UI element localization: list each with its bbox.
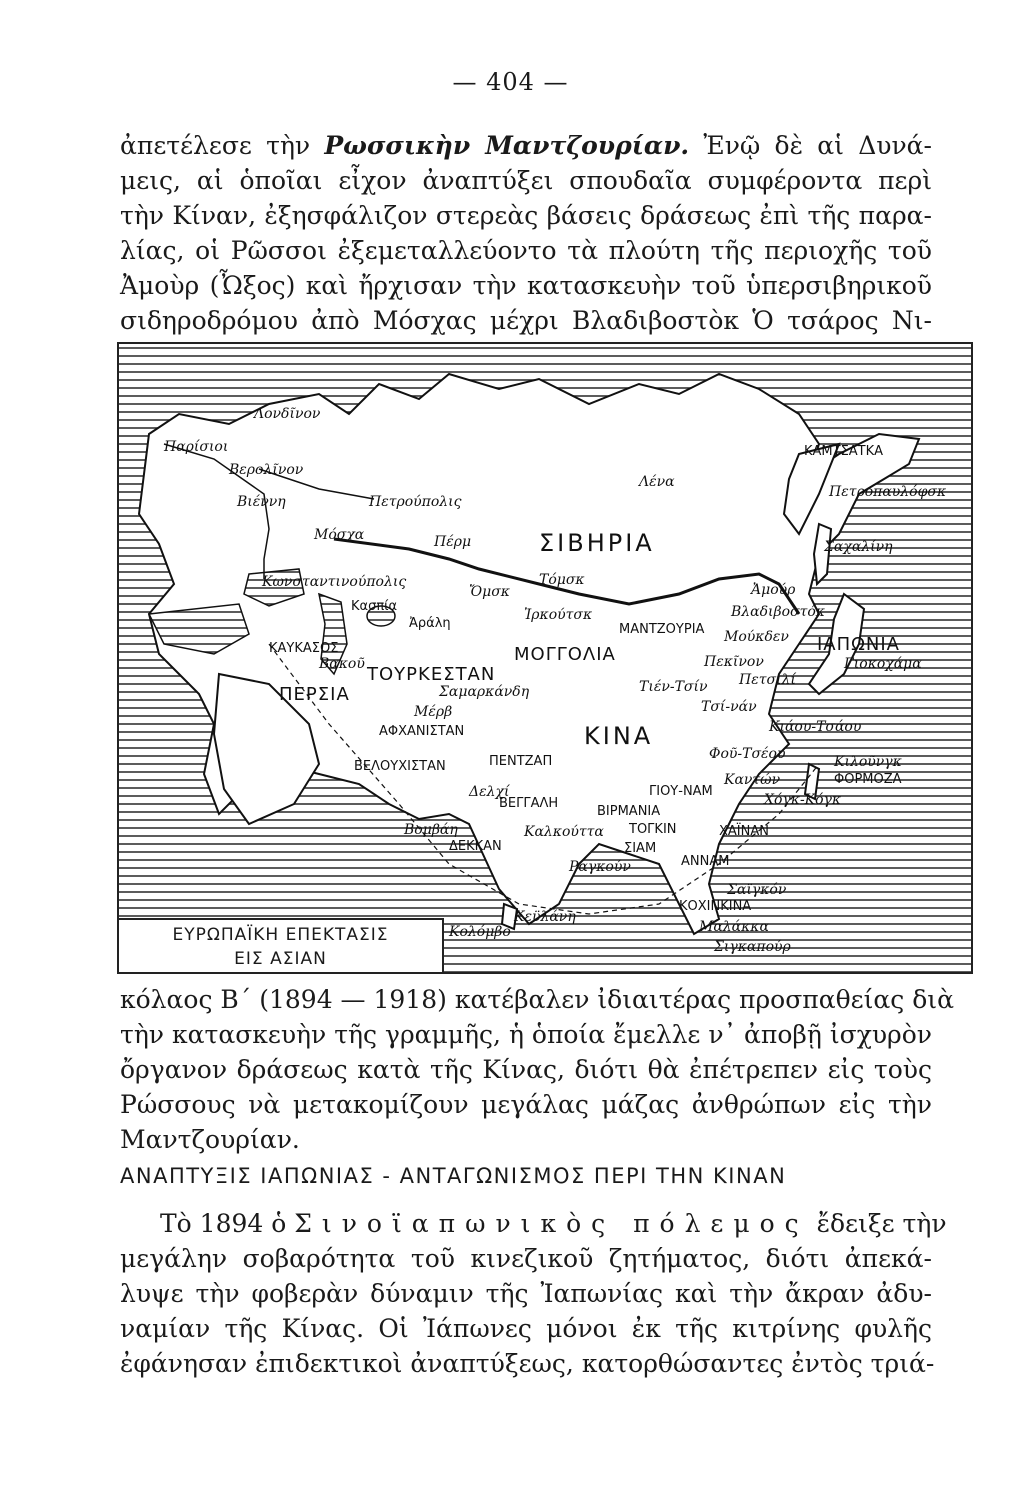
label-yokohama: Γιοκοχάμα	[844, 656, 922, 672]
label-burma: ΒΙΡΜΑΝΙΑ	[597, 804, 661, 819]
label-samarkand: Σαμαρκάνδη	[439, 684, 530, 700]
label-manchuria: ΜΑΝΤΖΟΥΡΙΑ	[619, 622, 705, 637]
label-ceylon: Κεϋλάνη	[514, 909, 576, 925]
label-kaspia: Κασπία	[351, 599, 398, 614]
label-perm: Πέρμ	[434, 534, 472, 550]
text-line	[120, 1206, 947, 1241]
label-vienna: Βιέννη	[237, 494, 286, 510]
label-kamchatka: ΚΑΜΤΣΑΤΚΑ	[804, 444, 884, 459]
label-paris: Παρίσιοι	[164, 439, 229, 455]
text-span: Τὸ 1894 ὁ	[160, 1209, 295, 1238]
text-line: ἐφάνησαν ἐπιδεκτικοὶ ἀναπτύξεως, κατορθώσαντες ἐντὸς τριά-	[120, 1349, 935, 1378]
label-delhi: Δελχί	[469, 784, 510, 800]
label-cochinchina: ΚΟΧΙΝΚΙΝΑ	[679, 899, 752, 914]
label-china: ΚΙΝΑ	[584, 722, 654, 750]
label-mukden: Μούκδεν	[724, 629, 789, 645]
label-rangoon: Ραγκούν	[569, 859, 631, 875]
label-petropavlovsk: Πετροπαυλόφσκ	[829, 484, 947, 500]
label-afghanistan: ΑΦΧΑΝΙΣΤΑΝ	[379, 724, 465, 739]
text-line: τὴν κατασκευὴν τῆς γραμμῆς, ἡ ὁποία ἔμελλε ν᾿ ἀποβῇ ἰσχυρὸν	[120, 1020, 932, 1049]
label-tientsin: Τιέν-Τσίν	[639, 679, 708, 695]
label-canton: Καντών	[724, 772, 781, 788]
label-beluchistan: ΒΕΛΟΥΧΙΣΤΑΝ	[354, 759, 446, 774]
text-line: σιδηροδρόμου ἀπὸ Μόσχας μέχρι Βλαδιβοστὸκ Ὁ τσάρος Νι-	[120, 306, 932, 335]
text-line: λίας, οἱ Ρῶσσοι ἐξεμεταλλεύοντο τὰ πλούτη τῆς περιοχῆς τοῦ	[120, 236, 932, 265]
label-fuzhou: Φοῦ-Τσέου	[709, 746, 786, 762]
paragraph-2	[120, 982, 954, 1157]
label-siam: ΣΙΑΜ	[624, 841, 657, 856]
text-line: ὄργανον δράσεως κατὰ τῆς Κίνας, διότι θὰ ἐπέτρεπεν εἰς τοὺς	[120, 1055, 932, 1084]
label-peking: Πεκῖνον	[704, 654, 764, 670]
text-line: Ἀμοὺρ (Ὦξος) καὶ ἤρχισαν τὴν κατασκευὴν τοῦ ὑπερσιβηρικοῦ	[120, 271, 932, 300]
label-saigon: Σαϊγκόν	[727, 882, 787, 898]
page-number: — 404 —	[452, 68, 569, 96]
label-weihaiwei: Πετσιλί	[739, 672, 796, 688]
text-span: ἔδειξε τὴν	[808, 1209, 947, 1238]
legend-line-1: ΕΥΡΩΠΑΪΚΗ ΕΠΕΚΤΑΣΙΣ	[172, 925, 389, 945]
label-amur: Ἀμούρ	[751, 582, 796, 598]
label-moscow: Μόσχα	[314, 527, 365, 543]
label-mongolia: ΜΟΓΓΟΛΙΑ	[514, 644, 616, 665]
text-line: Μαντζουρίαν.	[120, 1125, 300, 1154]
label-malacca: Μαλάκκα	[699, 919, 769, 935]
text-line	[120, 128, 932, 163]
label-kaukasos: ΚΑΥΚΑΣΟΣ	[269, 641, 339, 656]
text-span: ἀπετέλεσε τὴν	[120, 131, 325, 160]
label-london: Λονδῖνον	[254, 406, 321, 422]
label-singapore: Σιγκαπούρ	[714, 939, 791, 955]
label-yunnan: ΓΙΟΥ-ΝΑΜ	[649, 784, 713, 799]
text-line: μεγάλην σοβαρότητα τοῦ κινεζικοῦ ζητήματος, διότι ἀπεκά-	[120, 1244, 932, 1273]
label-merv: Μέρβ	[414, 704, 453, 720]
label-petersburg: Πετρούπολις	[369, 494, 462, 510]
label-calcutta: Καλκούττα	[524, 824, 604, 840]
label-bombay: Βομβάη	[404, 822, 458, 838]
section-heading: ΑΝΑΠΤΥΞΙΣ ΙΑΠΩΝΙΑΣ - ΑΝΤΑΓΩΝΙΣΜΟΣ ΠΕΡΙ ΤΗΝ ΚΙΝΑΝ	[120, 1164, 787, 1188]
label-keelung: Κιλοῦνγκ	[834, 754, 902, 770]
label-sakhalin: Σαχαλίνη	[824, 539, 893, 555]
label-annam: ΑΝΝΑΜ	[681, 854, 730, 869]
text-line: κόλαος Β´ (1894 — 1918) κατέβαλεν ἰδιαιτέρας προσπαθείας διὰ	[120, 985, 954, 1014]
label-hongkong: Χόγκ-Κόγκ	[764, 792, 842, 808]
label-japan: ΙΑΠΩΝΙΑ	[817, 634, 900, 655]
label-vladivostok: Βλαδιβοστόκ	[731, 604, 825, 620]
label-pentzap: ΠΕΝΤΖΑΠ	[489, 754, 553, 769]
emphasis-russian-manchuria: Ρωσσικὴν Μαντζουρίαν.	[324, 131, 690, 160]
label-irkutsk: Ἰρκούτσκ	[524, 607, 593, 623]
label-colombo: Κολόμβο	[449, 924, 511, 940]
text-span: Ἐνῷ δὲ αἱ Δυνά-	[689, 131, 932, 160]
label-aral: Ἀράλη	[409, 616, 451, 631]
label-turkestan: ΤΟΥΡΚΕΣΤΑΝ	[367, 664, 496, 685]
label-baku: Βακοῦ	[319, 656, 365, 672]
map-european-expansion-asia	[117, 342, 973, 974]
label-persia: ΠΕΡΣΙΑ	[279, 684, 350, 705]
text-line: λυψε τὴν φοβερὰν δύναμιν τῆς Ἰαπωνίας καὶ τὴν ἄκραν ἀδυ-	[120, 1279, 932, 1308]
map-legend	[119, 918, 444, 972]
text-line: μεις, αἱ ὁποῖαι εἶχον ἀναπτύξει σπουδαῖα συμφέροντα περὶ	[120, 166, 932, 195]
label-hainan: ΧΑΪΝΑΝ	[719, 824, 769, 839]
label-bengal: ΒΕΓΓΑΛΗ	[499, 796, 559, 811]
text-line: τὴν Κίναν, ἐξησφάλιζον στερεὰς βάσεις δράσεως ἐπὶ τῆς παρα-	[120, 201, 932, 230]
paragraph-1	[120, 128, 932, 338]
label-formosa: ΦΟΡΜΟΖΑ	[834, 772, 902, 787]
label-tsinan: Τσί-νάν	[701, 699, 757, 715]
label-tonkin: ΤΟΓΚΙΝ	[629, 822, 677, 837]
legend-line-2: ΕΙΣ ΑΣΙΑΝ	[234, 949, 327, 969]
label-constantinople: Κωνσταντινούπολις	[262, 574, 407, 590]
text-line: Ρώσσους νὰ μετακομίζουν μεγάλας μάζας ἀνθρώπων εἰς τὴν	[120, 1090, 932, 1119]
label-omsk: Ὄμσκ	[469, 584, 510, 600]
label-deccan: ΔΕΚΚΑΝ	[449, 839, 502, 854]
label-siberia: ΣΙΒΗΡΙΑ	[539, 529, 655, 557]
label-kiaochow: Κιάου-Τσάου	[769, 719, 862, 735]
paragraph-3	[120, 1206, 947, 1381]
label-tomsk: Τόμσκ	[539, 572, 585, 588]
text-line: ναμίαν τῆς Κίνας. Οἱ Ἰάπωνες μόνοι ἐκ τῆς κιτρίνης φυλῆς	[120, 1314, 932, 1343]
label-berlin: Βερολῖνον	[229, 462, 304, 478]
emphasis-sino-japanese-war: Σινοϊαπωνικὸς πόλεμος	[294, 1209, 809, 1238]
label-lena: Λένα	[639, 474, 675, 490]
